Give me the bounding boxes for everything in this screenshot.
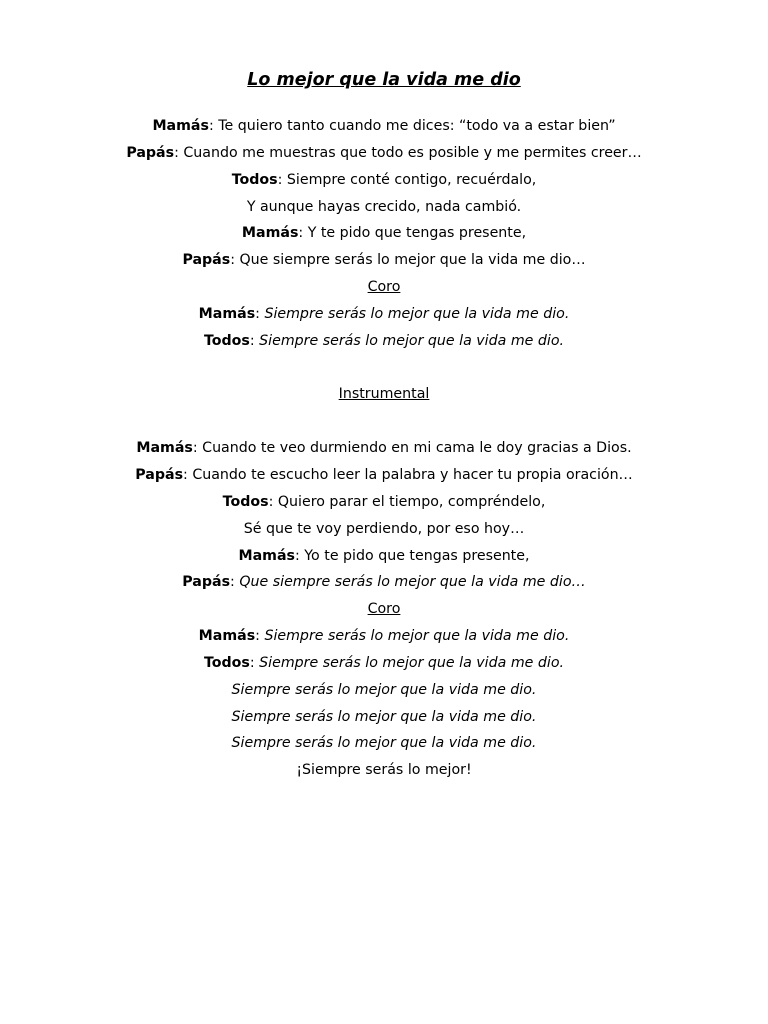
lyric-line: Mamás: Siempre serás lo mejor que la vida me dio. xyxy=(198,628,570,645)
blank-line xyxy=(0,359,768,386)
section-heading xyxy=(0,385,768,412)
lyric-line: Papás: Cuando me muestras que todo es posible y me permites creer… xyxy=(126,144,642,161)
lyric-text: Cuando me muestras que todo es posible y me permites creer… xyxy=(183,144,642,161)
section-heading-text: Coro xyxy=(367,279,401,296)
lyric-line xyxy=(0,734,768,761)
blank-line xyxy=(0,412,768,439)
lyric-text: Yo te pido que tengas presente, xyxy=(304,547,530,564)
speaker-label: Mamás xyxy=(152,118,209,134)
speaker-label: Mamás xyxy=(238,547,295,564)
lyric-text: Cuando te veo durmiendo en mi cama le doy gracias a Dios. xyxy=(202,440,632,457)
lyric-line: Todos: Quiero parar el tiempo, compréndelo, xyxy=(222,493,546,510)
lyric-line: Mamás: Yo te pido que tengas presente, xyxy=(238,547,530,564)
lyric-text: Te quiero tanto cuando me dices: “todo va a estar bien” xyxy=(218,118,616,134)
lyric-text: Que siempre serás lo mejor que la vida me dio… xyxy=(239,574,586,591)
lyric-text: Siempre conté contigo, recuérdalo, xyxy=(286,171,537,188)
lyric-text: Y te pido que tengas presente, xyxy=(307,225,527,242)
lyric-line: Mamás: Cuando te veo durmiendo en mi cama le doy gracias a Dios. xyxy=(136,440,632,457)
lyric-line: Mamás: Siempre serás lo mejor que la vida me dio. xyxy=(198,305,570,322)
speaker-label: Papás xyxy=(182,574,231,591)
lyric-text: Siempre serás lo mejor que la vida me dio. xyxy=(259,654,565,671)
lyric-line: Todos: Siempre serás lo mejor que la vida me dio. xyxy=(203,654,565,671)
speaker-label: Todos xyxy=(222,493,269,510)
lyric-line: Todos: Siempre serás lo mejor que la vida me dio. xyxy=(203,332,565,349)
section-heading-text: Instrumental xyxy=(338,386,430,403)
lyric-line: Todos: Siempre conté contigo, recuérdalo, xyxy=(231,171,537,188)
lyric-line: Mamás: Te quiero tanto cuando me dices: “todo va a estar bien” xyxy=(152,118,616,134)
lyric-text: Sé que te voy perdiendo, por eso hoy… xyxy=(243,520,525,537)
lyric-line xyxy=(0,520,768,547)
speaker-label: Todos xyxy=(203,332,250,349)
lyric-line xyxy=(0,761,768,788)
lyric-text: Siempre serás lo mejor que la vida me dio. xyxy=(264,628,570,645)
lyric-text: Siempre serás lo mejor que la vida me dio. xyxy=(231,681,537,698)
lyric-line: Mamás: Y te pido que tengas presente, xyxy=(241,225,527,242)
lyric-line xyxy=(0,681,768,708)
lyric-text: Quiero parar el tiempo, compréndelo, xyxy=(277,493,546,510)
document-title: Lo mejor que la vida me dio xyxy=(247,70,521,90)
lyric-text: Siempre serás lo mejor que la vida me dio. xyxy=(231,735,537,752)
speaker-label: Todos xyxy=(231,171,278,188)
lyric-line: Papás: Que siempre serás lo mejor que la vida me dio… xyxy=(182,252,586,269)
lyric-text: Siempre serás lo mejor que la vida me dio. xyxy=(231,708,537,725)
lyrics-list xyxy=(0,117,768,788)
lyric-line: Papás: Que siempre serás lo mejor que la vida me dio… xyxy=(182,574,586,591)
lyric-text: Siempre serás lo mejor que la vida me dio. xyxy=(259,332,565,349)
lyric-text: Y aunque hayas crecido, nada cambió. xyxy=(246,198,522,215)
speaker-label: Mamás xyxy=(241,225,299,242)
lyric-line xyxy=(0,708,768,735)
speaker-label: Todos xyxy=(203,654,250,671)
section-heading-text: Coro xyxy=(367,601,401,618)
speaker-label: Papás xyxy=(126,144,175,161)
lyric-text: Que siempre serás lo mejor que la vida me dio… xyxy=(239,252,586,269)
speaker-label: Mamás xyxy=(198,628,256,645)
lyric-text: ¡Siempre serás lo mejor! xyxy=(296,762,472,779)
lyric-line: Papás: Cuando te escucho leer la palabra y hacer tu propia oración… xyxy=(135,466,633,483)
speaker-label: Papás xyxy=(135,466,184,483)
speaker-label: Mamás xyxy=(198,305,256,322)
section-heading xyxy=(0,278,768,305)
lyric-text: Siempre serás lo mejor que la vida me dio. xyxy=(264,305,570,322)
lyric-line xyxy=(0,198,768,225)
section-heading xyxy=(0,600,768,627)
speaker-label: Mamás xyxy=(136,440,193,457)
lyric-text: Cuando te escucho leer la palabra y hacer tu propia oración… xyxy=(192,466,633,483)
speaker-label: Papás xyxy=(182,252,231,269)
